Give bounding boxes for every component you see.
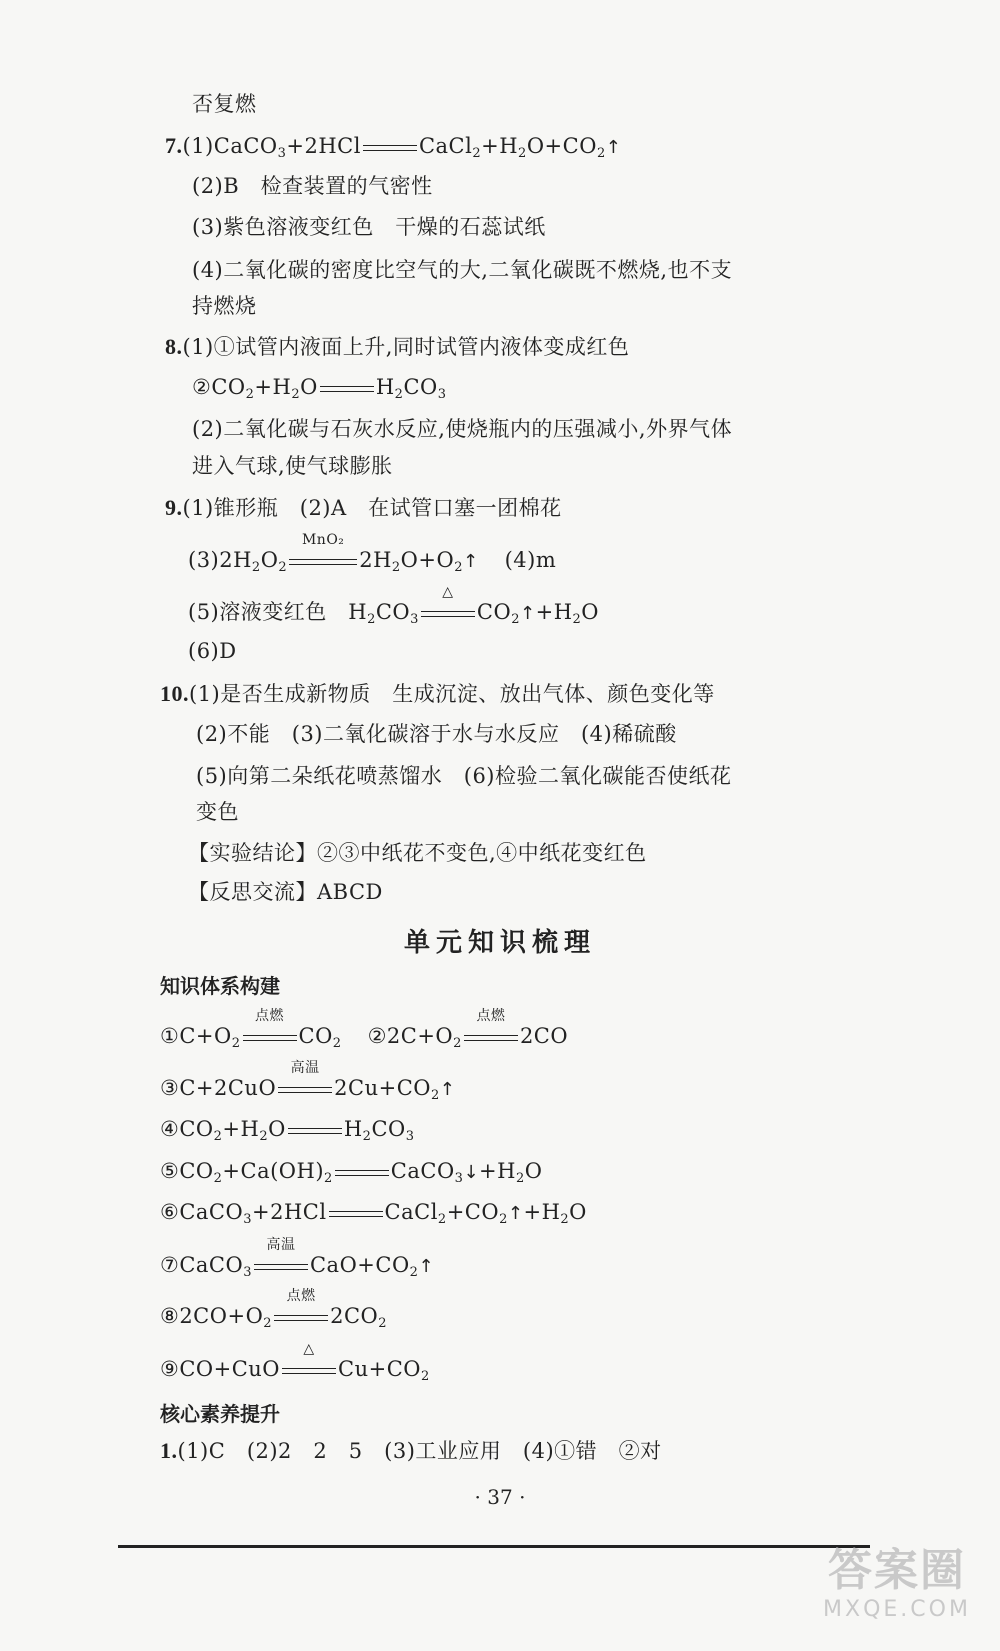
q10-part1: 10.(1)是否生成新物质 生成沉淀、放出气体、颜色变化等 [160,681,715,706]
equals-sign-with-heat: △ [421,606,475,622]
equation-4: $④CO_2+H_2O$ $H_2CO_3$ [160,1117,415,1144]
equals-sign [363,140,417,156]
equation-6: ⑥CaCO$_3$+2HCl $CaCl_2+CO_2↑+H_2O$ [160,1200,587,1227]
watermark-logo: 答案圈 MXQE.COM [823,1545,971,1622]
up-arrow-icon: ↑ [605,137,622,158]
up-arrow-icon: ↑ [439,1079,456,1100]
equation-8: $⑧2CO+O_2$ 点燃 $2CO_2$ [160,1287,388,1331]
q10-part2: (2)不能 (3)二氧化碳溶于水与水反应 (4)稀硫酸 [196,722,677,746]
q8-part3a: (2)二氧化碳与石灰水反应,使烧瓶内的压强减小,外界气体 [192,417,733,441]
equals-sign [288,1123,342,1139]
unit-title: 单元知识梳理 [403,928,596,958]
q8-part2: $②CO_2+H_2O$ $H_2CO_3$ [192,375,447,402]
q6-tail: 否复燃 [192,92,257,116]
equals-sign-with-heat: △ [282,1363,336,1379]
q8-part3b: 进入气球,使气球膨胀 [192,454,393,478]
equation-7: ⑦CaCO$_3$ 高温 $CaO+CO_2↑$ [160,1236,435,1280]
equals-sign [320,381,374,397]
q10-conclusion: 【实验结论】②③中纸花不变色,④中纸花变红色 [188,841,647,865]
equals-sign [329,1206,383,1222]
equals-sign-with-high-temp: 高温 [278,1082,332,1098]
equals-sign-with-ignite: 点燃 [274,1310,328,1326]
q7-part2: (2)B 检查装置的气密性 [192,174,433,198]
q9-part1: 9.(1)锥形瓶 (2)A 在试管口塞一团棉花 [165,495,562,520]
q10-part3a: (5)向第二朵纸花喷蒸馏水 (6)检验二氧化碳能否使纸花 [196,764,732,788]
q7-part1: 7.(1)CaCO$_3$+2HCl $CaCl_2+H_2O+CO_2↑$ [165,133,622,161]
equals-sign-with-ignite: 点燃 [464,1030,518,1046]
q7-part3: (3)紫色溶液变红色 干燥的石蕊试纸 [192,215,546,239]
core-question-1: 1.(1)C (2)2 2 5 (3)工业应用 (4)①错 ②对 [160,1438,662,1463]
equation-9: ⑨CO+CuO △ $Cu+CO_2$ [160,1340,430,1384]
section-knowledge-system: 知识体系构建 [160,974,280,998]
equals-sign-with-ignite: 点燃 [243,1030,297,1046]
down-arrow-icon: ↓ [463,1162,480,1183]
section-core-literacy: 核心素养提升 [160,1402,280,1426]
q7-part4a: (4)二氧化碳的密度比空气的大,二氧化碳既不燃烧,也不支 [192,258,733,282]
q10-reflection: 【反思交流】ABCD [188,880,383,904]
equals-sign [335,1165,389,1181]
up-arrow-icon: ↑ [520,603,536,624]
up-arrow-icon: ↑ [418,1256,435,1277]
q9-part3: $(3)2H_2O_2$ MnO₂ $2H_2O+O_2↑$ (4)m [188,531,557,575]
q9-part6: (6)D [188,639,237,663]
up-arrow-icon: ↑ [462,551,479,572]
bottom-rule [118,1545,870,1548]
equals-sign-with-high-temp: 高温 [254,1259,308,1275]
equation-1-2: $①C+O_2$ 点燃 $CO_2$ $②2C+O_2$ 点燃 2CO [160,1007,569,1051]
equation-5: $⑤CO_2+Ca(OH)_2$ $CaCO_3↓+H_2O$ [160,1159,543,1186]
equation-3: ③C+2CuO 高温 $2Cu+CO_2↑$ [160,1059,456,1103]
q7-part4b: 持燃烧 [192,294,257,318]
q8-part1: 8.(1)①试管内液面上升,同时试管内液体变成红色 [165,334,630,359]
q10-part3b: 变色 [196,800,239,824]
equals-sign-with-catalyst: MnO₂ [289,554,357,570]
up-arrow-icon: ↑ [507,1203,524,1224]
page-number: · 37 · [474,1485,526,1509]
q9-part5: (5)溶液变红色 $H_2CO_3$ △ $CO_2↑+H_2O$ [188,583,600,627]
